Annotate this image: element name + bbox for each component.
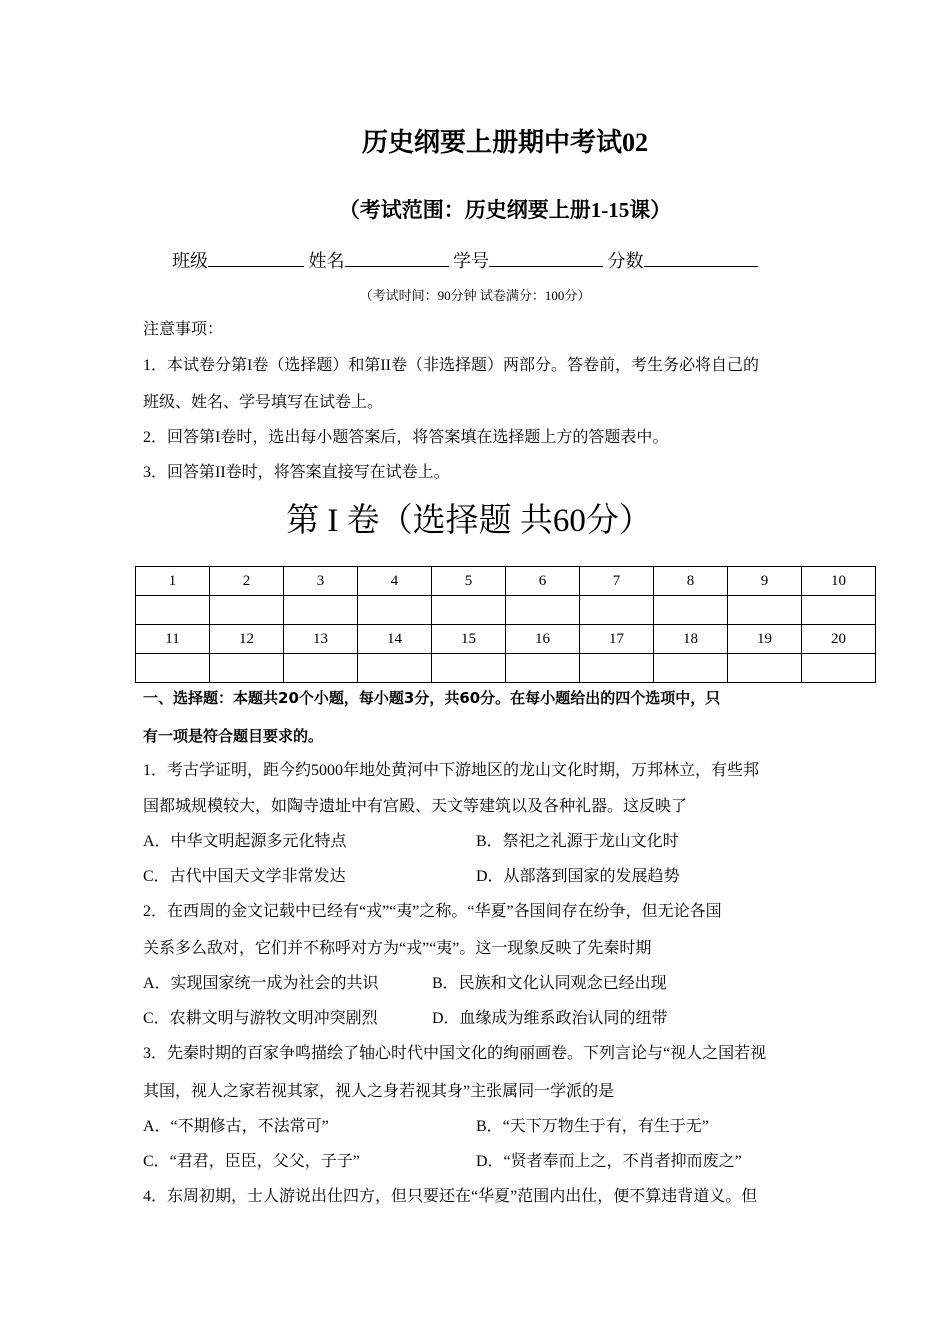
answer-table xyxy=(135,566,876,683)
part1-heading: 第 I 卷（选择题 共60分） xyxy=(286,503,652,539)
question-number: 20 xyxy=(802,625,876,654)
answer-cell xyxy=(284,596,358,625)
question-number: 8 xyxy=(654,567,728,596)
name-blank xyxy=(345,248,449,267)
question-stem: 国都城规模较大，如陶寺遗址中有宫殿、天文等建筑以及各种礼器。这反映了 xyxy=(143,798,688,815)
option-c: C．古代中国天文学非常发达 xyxy=(143,868,346,885)
answer-cell xyxy=(654,596,728,625)
note-line: 2．回答第I卷时，选出每小题答案后，将答案填在选择题上方的答题表中。 xyxy=(143,429,669,446)
option-a: A．实现国家统一成为社会的共识 xyxy=(143,975,379,992)
question-number: 4 xyxy=(358,567,432,596)
option-d: D．“贤者奉而上之，不肖者抑而废之” xyxy=(476,1153,742,1170)
answer-cell xyxy=(506,654,580,683)
answer-table-answer-row xyxy=(136,654,876,683)
option-a: A．“不期修古，不法常可” xyxy=(143,1118,329,1135)
question-number: 13 xyxy=(284,625,358,654)
question-number: 14 xyxy=(358,625,432,654)
option-b: B．民族和文化认同观念已经出现 xyxy=(432,975,667,992)
question-number: 15 xyxy=(432,625,506,654)
notes-heading: 注意事项： xyxy=(143,321,224,338)
question-stem: 关系多么敌对，它们并不称呼对方为“戎”“夷”。这一现象反映了先秦时期 xyxy=(143,940,652,957)
answer-cell xyxy=(728,596,802,625)
answer-cell xyxy=(802,596,876,625)
answer-table-number-row xyxy=(136,567,876,596)
answer-cell xyxy=(432,654,506,683)
score-blank xyxy=(644,248,758,267)
option-d: D．从部落到国家的发展趋势 xyxy=(476,868,680,885)
question-number: 17 xyxy=(580,625,654,654)
answer-table-answer-row xyxy=(136,596,876,625)
question-number: 11 xyxy=(136,625,210,654)
answer-cell xyxy=(136,654,210,683)
question-number: 10 xyxy=(802,567,876,596)
answer-cell xyxy=(358,654,432,683)
question-stem: 3．先秦时期的百家争鸣描绘了轴心时代中国文化的绚丽画卷。下列言论与“视人之国若视 xyxy=(143,1045,767,1062)
question-stem: 其国，视人之家若视其家，视人之身若视其身”主张属同一学派的是 xyxy=(143,1083,615,1100)
answer-cell xyxy=(580,654,654,683)
question-number: 6 xyxy=(506,567,580,596)
question-number: 16 xyxy=(506,625,580,654)
question-number: 2 xyxy=(210,567,284,596)
section-instructions: 一、选择题：本题共20个小题，每小题3分，共60分。在每小题给出的四个选项中，只 xyxy=(143,689,721,707)
option-a: A．中华文明起源多元化特点 xyxy=(143,833,347,850)
score-label: 分数 xyxy=(607,251,644,271)
note-line: 1．本试卷分第I卷（选择题）和第II卷（非选择题）两部分。答卷前，考生务必将自己的 xyxy=(143,357,759,374)
answer-cell xyxy=(802,654,876,683)
student-info-fields xyxy=(172,248,758,273)
section-instructions: 有一项是符合题目要求的。 xyxy=(143,727,324,745)
option-c: C．农耕文明与游牧文明冲突剧烈 xyxy=(143,1010,378,1027)
name-label: 姓名 xyxy=(308,251,345,271)
exam-scope: （考试范围：历史纲要上册1-15课） xyxy=(338,198,672,222)
question-number: 12 xyxy=(210,625,284,654)
option-b: B．“天下万物生于有，有生于无” xyxy=(476,1118,709,1135)
question-number: 19 xyxy=(728,625,802,654)
answer-cell xyxy=(506,596,580,625)
option-c: C．“君君，臣臣，父父，子子” xyxy=(143,1153,360,1170)
answer-cell xyxy=(210,654,284,683)
document-title: 历史纲要上册期中考试02 xyxy=(361,128,648,157)
class-blank xyxy=(208,248,304,267)
answer-cell xyxy=(432,596,506,625)
question-number: 18 xyxy=(654,625,728,654)
note-line: 3．回答第II卷时，将答案直接写在试卷上。 xyxy=(143,464,450,481)
student-id-label: 学号 xyxy=(453,251,489,271)
question-number: 1 xyxy=(136,567,210,596)
answer-cell xyxy=(654,654,728,683)
student-id-blank xyxy=(489,248,603,267)
question-number: 3 xyxy=(284,567,358,596)
note-line: 班级、姓名、学号填写在试卷上。 xyxy=(143,394,384,411)
exam-info: （考试时间：90分钟 试卷满分：100分） xyxy=(359,288,591,303)
answer-cell xyxy=(136,596,210,625)
question-number: 9 xyxy=(728,567,802,596)
answer-table-number-row xyxy=(136,625,876,654)
class-label: 班级 xyxy=(172,251,208,271)
answer-cell xyxy=(284,654,358,683)
question-stem: 4．东周初期，士人游说出仕四方，但只要还在“华夏”范围内出仕，便不算违背道义。但 xyxy=(143,1188,758,1205)
answer-cell xyxy=(210,596,284,625)
question-number: 5 xyxy=(432,567,506,596)
question-stem: 2．在西周的金文记载中已经有“戎”“夷”之称。“华夏”各国间存在纷争，但无论各国 xyxy=(143,903,722,920)
question-number: 7 xyxy=(580,567,654,596)
option-b: B．祭祀之礼源于龙山文化时 xyxy=(476,833,679,850)
answer-cell xyxy=(358,596,432,625)
option-d: D．血缘成为维系政治认同的纽带 xyxy=(432,1010,668,1027)
answer-cell xyxy=(580,596,654,625)
answer-cell xyxy=(728,654,802,683)
question-stem: 1．考古学证明，距今约5000年地处黄河中下游地区的龙山文化时期，万邦林立，有些邦 xyxy=(143,762,760,779)
